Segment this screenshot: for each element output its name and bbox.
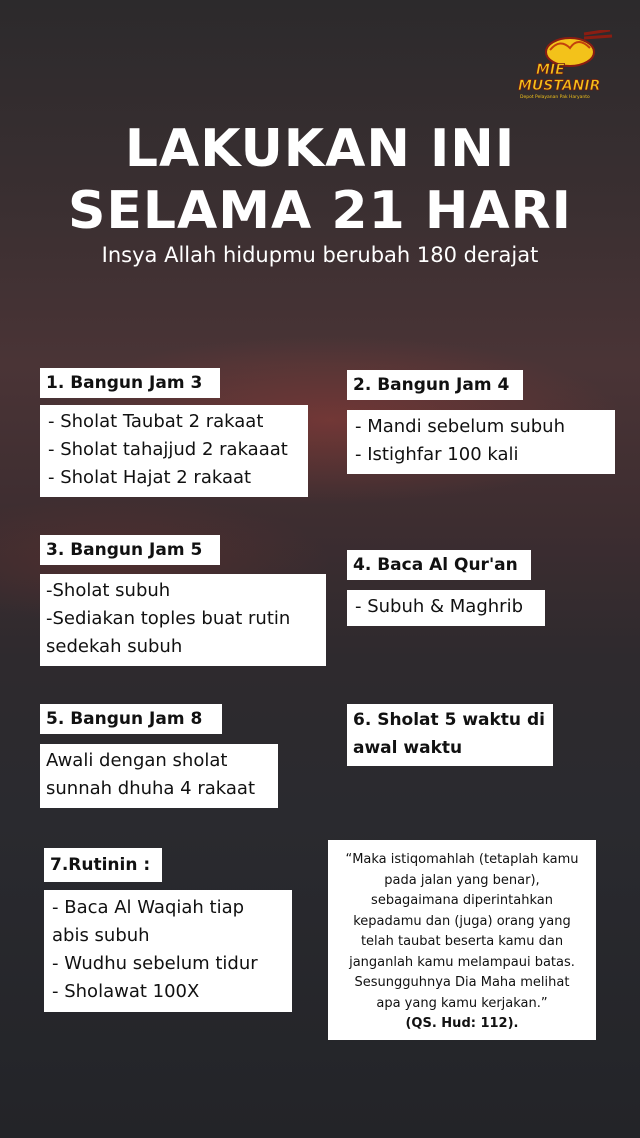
section-4-list (347, 590, 545, 626)
quote-line: telah taubat beserta kamu dan (360, 934, 564, 949)
section-2-heading: 2. Bangun Jam 4 (347, 370, 523, 400)
quote-line: kepadamu dan (juga) orang yang (353, 913, 571, 929)
section-3-item: sedekah subuh (46, 636, 183, 657)
section-6-heading-line-2: awal waktu (353, 738, 463, 758)
section-7-list (44, 890, 292, 1012)
brand-logo (514, 30, 614, 100)
section-7-item: abis subuh (52, 925, 150, 946)
section-2-item: - Istighfar 100 kali (355, 444, 519, 465)
section-1-item: - Sholat tahajjud 2 rakaaat (48, 439, 288, 460)
logo-tagline: Depot Pelayanan Pak Haryanto (520, 95, 590, 100)
quote-line: Sesungguhnya Dia Maha melihat (354, 975, 570, 990)
section-4-heading: 4. Baca Al Qur'an (347, 550, 531, 580)
section-7-heading: 7.Rutinin : (44, 848, 162, 882)
section-5-heading: 5. Bangun Jam 8 (40, 704, 222, 734)
section-1-heading: 1. Bangun Jam 3 (40, 368, 220, 398)
section-4-item: - Subuh & Maghrib (355, 596, 523, 617)
section-3-item: -Sholat subuh (46, 580, 171, 601)
section-1-item: - Sholat Hajat 2 rakaat (48, 467, 252, 488)
logo-line1: MIE (536, 62, 565, 78)
quote-source: (QS. Hud: 112). (405, 1016, 519, 1031)
quote-line: janganlah kamu melampaui batas. (349, 954, 575, 970)
quote-line: pada jalan yang benar), (384, 872, 540, 888)
logo-line2: MUSTANIR (518, 78, 601, 94)
section-6-heading (347, 704, 553, 766)
section-5-list (40, 744, 278, 808)
section-2-item: - Mandi sebelum subuh (355, 416, 565, 437)
section-1-item: - Sholat Taubat 2 rakaat (48, 411, 264, 432)
page-title (0, 118, 640, 242)
page-subtitle: Insya Allah hidupmu berubah 180 derajat (101, 243, 539, 267)
section-3-heading: 3. Bangun Jam 5 (40, 535, 220, 565)
section-6-heading-line-1: 6. Sholat 5 waktu di (353, 710, 545, 730)
section-3-list (40, 574, 326, 666)
quran-quote (328, 840, 596, 1040)
section-5-item: Awali dengan sholat (46, 750, 228, 771)
section-5-item: sunnah dhuha 4 rakaat (46, 778, 255, 799)
title-line-2: SELAMA 21 HARI (67, 181, 573, 241)
title-line-1: LAKUKAN INI (124, 119, 516, 179)
quote-line: “Maka istiqomahlah (tetaplah kamu (345, 852, 579, 867)
section-1-list (40, 405, 308, 497)
quote-line: sebagaimana diperintahkan (371, 893, 553, 908)
section-7-item: - Baca Al Waqiah tiap (52, 897, 245, 918)
section-3-item: -Sediakan toples buat rutin (46, 608, 291, 629)
section-7-item: - Sholawat 100X (52, 981, 200, 1002)
quote-line: apa yang kamu kerjakan.” (376, 995, 548, 1011)
section-7-item: - Wudhu sebelum tidur (52, 953, 258, 974)
section-2-list (347, 410, 615, 474)
